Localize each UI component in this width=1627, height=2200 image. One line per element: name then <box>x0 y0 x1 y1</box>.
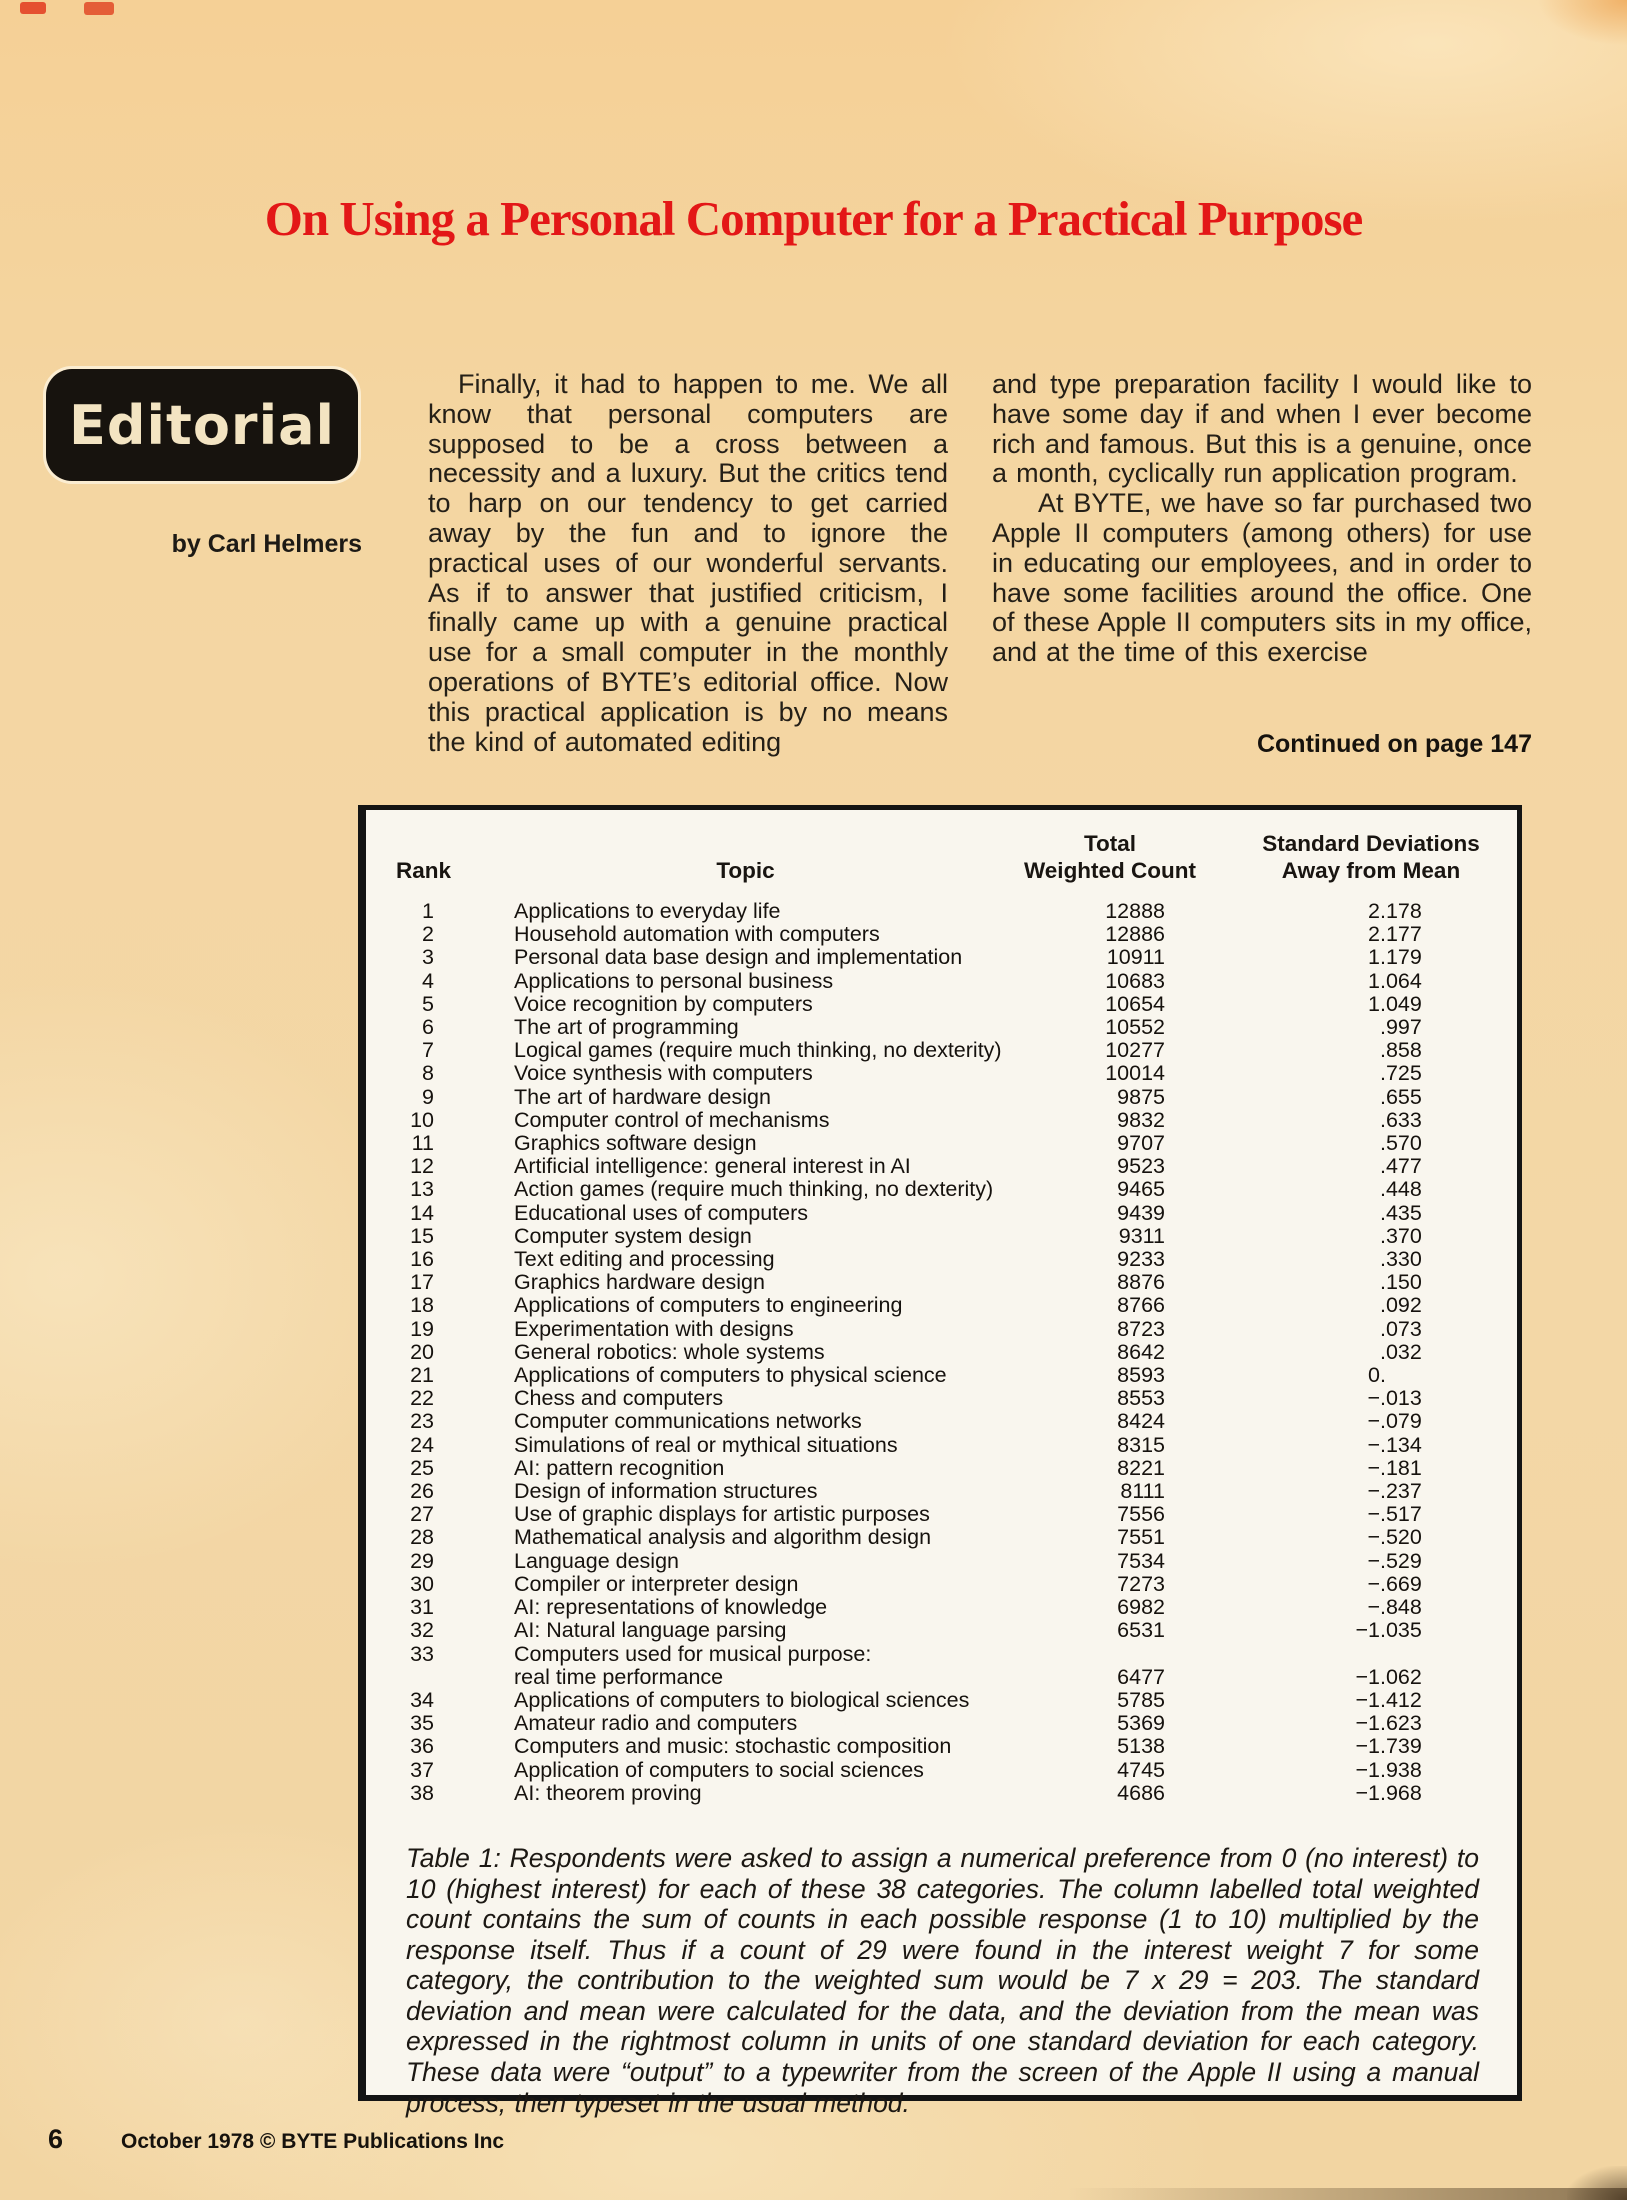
rank-cell: 17 <box>410 1270 434 1295</box>
table-row <box>366 1086 1517 1109</box>
rank-cell: 3 <box>422 945 434 970</box>
count-cell: 8723 <box>1117 1316 1165 1341</box>
sd-frac-cell: .938 <box>1380 1757 1422 1782</box>
rank-cell: 24 <box>410 1432 434 1457</box>
header-sd-line2: Away from Mean <box>1281 858 1461 883</box>
rank-cell: 22 <box>410 1386 434 1411</box>
topic-cell: AI: representations of knowledge <box>514 1595 828 1620</box>
rank-cell: 33 <box>410 1641 434 1666</box>
table-row <box>366 1619 1517 1642</box>
sd-int-cell <box>1165 1016 1380 1039</box>
table-row <box>366 1341 1517 1364</box>
sd-frac-cell: .181 <box>1380 1455 1422 1480</box>
sd-int-cell: 0 <box>1368 1363 1380 1388</box>
rank-cell: 23 <box>410 1409 434 1434</box>
table-caption: Table 1: Respondents were asked to assign a numerical preference from 0 (no interest) to 10 (highest interest) for each of these 38 categories. The column labelled total weighted count contains the sum of counts in each possible response (1 to 10) multiplied by the response itself. Thus if a count of 29 were found in the interest weight 7 for some category, the contribution to the weighted sum would be 7 x 29 = 203. The standard deviation and mean were calculated for the data, and the deviation from the mean was expressed in the rightmost column in units of one standard deviation for each category. These data were “output” to a typewriter from the screen of the Apple II using a manual process, then typeset in the usual method. <box>406 1842 1479 2118</box>
sd-frac-cell: .529 <box>1380 1548 1422 1573</box>
sd-frac-cell: .848 <box>1380 1595 1422 1620</box>
sd-int-cell: −1 <box>1355 1664 1380 1689</box>
count-cell: 8553 <box>1117 1386 1165 1411</box>
count-cell: 12886 <box>1105 922 1165 947</box>
count-cell: 10654 <box>1105 991 1165 1016</box>
sd-frac-cell: .062 <box>1380 1664 1422 1689</box>
sd-int-cell <box>1165 1178 1380 1201</box>
count-cell: 9465 <box>1117 1177 1165 1202</box>
sd-frac-cell: .330 <box>1380 1247 1422 1272</box>
count-cell: 9311 <box>1118 1223 1165 1248</box>
sd-frac-cell: .858 <box>1380 1038 1422 1063</box>
editorial-badge <box>46 369 358 481</box>
topic-cell: The art of programming <box>514 1015 739 1040</box>
table-row <box>366 1387 1517 1410</box>
rank-cell: 27 <box>410 1502 434 1527</box>
count-cell: 9875 <box>1117 1084 1165 1109</box>
rank-cell: 31 <box>410 1595 434 1620</box>
rank-cell: 11 <box>411 1131 434 1156</box>
table-row <box>366 1573 1517 1596</box>
count-cell: 8593 <box>1117 1363 1165 1388</box>
topic-cell: Graphics software design <box>514 1131 757 1156</box>
count-cell: 9832 <box>1117 1107 1165 1132</box>
sd-int-cell: 2 <box>1368 899 1380 923</box>
table-row <box>366 900 1517 923</box>
sd-int-cell: −1 <box>1355 1618 1380 1643</box>
rank-cell: 18 <box>410 1293 434 1318</box>
table-row <box>366 1248 1517 1271</box>
topic-cell: Action games (require much thinking, no dexterity) <box>514 1177 994 1202</box>
rank-cell: 38 <box>410 1780 434 1805</box>
count-cell: 10552 <box>1105 1015 1165 1040</box>
topic-cell: Voice recognition by computers <box>514 991 813 1016</box>
sd-int-cell <box>1165 1341 1380 1364</box>
topic-cell: Use of graphic displays for artistic purposes <box>514 1502 930 1527</box>
count-cell: 6531 <box>1117 1618 1165 1643</box>
count-cell: 6982 <box>1117 1595 1165 1620</box>
sd-int-cell: 2 <box>1368 922 1380 947</box>
sd-frac-cell: .570 <box>1380 1131 1422 1156</box>
count-cell: 9523 <box>1117 1154 1165 1179</box>
article-column-2 <box>992 370 1532 668</box>
scan-artifact-red-mark <box>20 2 46 14</box>
sd-frac-cell: .669 <box>1380 1571 1422 1596</box>
sd-frac-cell: .520 <box>1380 1525 1422 1550</box>
sd-frac-cell: .739 <box>1380 1734 1422 1759</box>
topic-cell: Computer system design <box>514 1223 752 1248</box>
header-sd-line1: Standard Deviations <box>1262 831 1480 856</box>
sd-int-cell: − <box>1367 1479 1380 1504</box>
rank-cell: 1 <box>422 899 434 923</box>
table-row <box>366 1550 1517 1573</box>
article-paragraph: Finally, it had to happen to me. We all know that personal computers are supposed to be a cross between a necessity and a luxury. But the critics tend to harp on our tendency to get carried away by the fun and to ignore the practical uses of our wonderful servants. As if to answer that justified criticism, I finally came up with a genuine practical use for a small computer in the monthly operations of BYTE’s editorial office. Now this practical application is by no means the kind of automated editing <box>428 369 948 757</box>
table-row <box>366 1712 1517 1735</box>
sd-frac-cell: .073 <box>1380 1316 1422 1341</box>
table-row <box>366 970 1517 993</box>
table-row <box>366 1643 1517 1666</box>
table-row <box>366 1735 1517 1758</box>
rank-cell: 20 <box>410 1339 434 1364</box>
sd-frac-cell: .134 <box>1380 1432 1422 1457</box>
sd-frac-cell: . <box>1380 1363 1386 1388</box>
count-cell: 5138 <box>1117 1734 1165 1759</box>
rank-cell: 16 <box>410 1247 434 1272</box>
rank-cell: 36 <box>410 1734 434 1759</box>
rank-cell: 5 <box>422 991 434 1016</box>
sd-int-cell: − <box>1367 1595 1380 1620</box>
count-cell: 8315 <box>1117 1432 1165 1457</box>
rank-cell: 13 <box>410 1177 434 1202</box>
sd-frac-cell <box>1380 1643 1517 1666</box>
topic-cell: Compiler or interpreter design <box>514 1571 799 1596</box>
rank-cell: 9 <box>422 1084 434 1109</box>
sd-int-cell: − <box>1367 1525 1380 1550</box>
table-row <box>366 1782 1517 1805</box>
sd-int-cell <box>1165 1039 1380 1062</box>
rank-cell: 21 <box>410 1363 434 1388</box>
rank-cell: 30 <box>410 1571 434 1596</box>
topic-cell: Voice synthesis with computers <box>514 1061 813 1086</box>
topic-cell: Artificial intelligence: general interest in AI <box>514 1154 911 1179</box>
table-row <box>366 946 1517 969</box>
sd-int-cell: − <box>1367 1455 1380 1480</box>
table-header <box>366 830 1517 884</box>
count-cell: 5785 <box>1117 1687 1165 1712</box>
topic-cell: Computer control of mechanisms <box>514 1107 830 1132</box>
sd-int-cell: − <box>1367 1409 1380 1434</box>
topic-cell: Personal data base design and implementation <box>514 945 963 970</box>
topic-cell: Language design <box>514 1548 679 1573</box>
page-title: On Using a Personal Computer for a Practical Purpose <box>264 191 1363 246</box>
sd-int-cell <box>1165 1643 1380 1666</box>
table-row <box>366 1225 1517 1248</box>
sd-int-cell: −1 <box>1355 1711 1380 1736</box>
table-row <box>366 1178 1517 1201</box>
sd-frac-cell: .412 <box>1380 1687 1422 1712</box>
sd-frac-cell: .655 <box>1380 1084 1422 1109</box>
table-row <box>366 1155 1517 1178</box>
rank-cell: 7 <box>422 1038 434 1063</box>
table-row <box>366 1132 1517 1155</box>
sd-frac-cell: .178 <box>1380 899 1422 923</box>
topic-cell: Chess and computers <box>514 1386 724 1411</box>
topic-cell: Applications of computers to biological sciences <box>514 1687 970 1712</box>
count-cell: 8642 <box>1117 1339 1165 1364</box>
rank-cell: 6 <box>422 1015 434 1040</box>
rank-cell: 37 <box>410 1757 434 1782</box>
sd-frac-cell: .035 <box>1380 1618 1422 1643</box>
topic-cell: Text editing and processing <box>514 1247 775 1272</box>
rank-cell: 35 <box>410 1711 434 1736</box>
rank-cell: 10 <box>410 1107 434 1132</box>
table-row <box>366 1410 1517 1433</box>
sd-frac-cell: .968 <box>1380 1780 1422 1805</box>
topic-cell: Applications of computers to physical science <box>514 1363 947 1388</box>
table-row <box>366 1666 1517 1689</box>
topic-cell: Computers and music: stochastic composition <box>514 1734 952 1759</box>
sd-frac-cell: .448 <box>1380 1177 1422 1202</box>
count-cell: 10683 <box>1105 968 1165 993</box>
sd-int-cell <box>1165 1318 1380 1341</box>
sd-frac-cell: .997 <box>1380 1015 1422 1040</box>
byline: by Carl Helmers <box>171 530 362 558</box>
rank-cell: 26 <box>410 1479 434 1504</box>
topic-cell: Educational uses of computers <box>514 1200 808 1225</box>
topic-cell: Design of information structures <box>514 1479 818 1504</box>
sd-int-cell <box>1165 1086 1380 1109</box>
article-paragraph: and type preparation facility I would like to have some day if and when I ever become rich and famous. But this is a genuine, once a month, cyclically run application program. <box>992 369 1532 489</box>
rank-cell: 2 <box>422 922 434 947</box>
table-row <box>366 1271 1517 1294</box>
header-total-weighted-count <box>995 830 1225 884</box>
page-footer <box>48 2124 504 2155</box>
sd-frac-cell: .079 <box>1380 1409 1422 1434</box>
topic-cell: General robotics: whole systems <box>514 1339 825 1364</box>
topic-cell: Experimentation with designs <box>514 1316 794 1341</box>
sd-int-cell: −1 <box>1355 1734 1380 1759</box>
page-number: 6 <box>48 2124 64 2154</box>
count-cell: 6477 <box>1117 1664 1165 1689</box>
rank-cell: 29 <box>410 1548 434 1573</box>
table-row <box>366 1457 1517 1480</box>
count-cell: 7551 <box>1117 1525 1165 1550</box>
sd-frac-cell: .064 <box>1380 968 1422 993</box>
sd-frac-cell: .435 <box>1380 1200 1422 1225</box>
count-cell: 9439 <box>1117 1200 1165 1225</box>
rank-cell: 28 <box>410 1525 434 1550</box>
table-row <box>366 923 1517 946</box>
topic-cell: AI: Natural language parsing <box>514 1618 787 1643</box>
sd-int-cell: − <box>1367 1432 1380 1457</box>
topic-cell: Amateur radio and computers <box>514 1711 798 1736</box>
sd-frac-cell: .150 <box>1380 1270 1422 1295</box>
sd-int-cell <box>1165 1202 1380 1225</box>
topic-cell: Applications to everyday life <box>514 899 781 923</box>
topic-cell: AI: theorem proving <box>514 1780 702 1805</box>
count-cell: 8766 <box>1117 1293 1165 1318</box>
topic-cell: Computer communications networks <box>514 1409 862 1434</box>
sd-frac-cell: .370 <box>1380 1223 1422 1248</box>
sd-int-cell <box>1165 1294 1380 1317</box>
sd-frac-cell: .517 <box>1380 1502 1422 1527</box>
count-cell: 8111 <box>1120 1479 1165 1504</box>
rank-cell: 34 <box>410 1687 434 1712</box>
topic-cell: Simulations of real or mythical situations <box>514 1432 898 1457</box>
scan-artifact-bottom-edge <box>1067 2188 1627 2200</box>
sd-int-cell: 1 <box>1368 991 1380 1016</box>
sd-int-cell: 1 <box>1368 968 1380 993</box>
sd-frac-cell: .092 <box>1380 1293 1422 1318</box>
header-count-line2: Weighted Count <box>1023 858 1197 883</box>
count-cell: 10277 <box>1105 1038 1165 1063</box>
article-paragraph: At BYTE, we have so far purchased two Apple II computers (among others) for use in educating our employees, and in order to have some facilities around the office. One of these Apple II computers sits in my office, and at the time of this exercise <box>992 488 1532 668</box>
sd-int-cell <box>1165 1155 1380 1178</box>
rank-cell: 12 <box>410 1154 434 1179</box>
table-row <box>366 1109 1517 1132</box>
count-cell: 4686 <box>1117 1780 1165 1805</box>
count-cell: 5369 <box>1117 1711 1165 1736</box>
rank-cell: 19 <box>410 1316 434 1341</box>
topic-cell: Logical games (require much thinking, no dexterity) <box>514 1038 1002 1063</box>
table-row <box>366 1480 1517 1503</box>
rank-cell: 25 <box>410 1455 434 1480</box>
count-cell: 8424 <box>1117 1409 1165 1434</box>
rank-cell: 4 <box>422 968 434 993</box>
sd-frac-cell: .237 <box>1380 1479 1422 1504</box>
table-row <box>366 1503 1517 1526</box>
rank-cell: 15 <box>410 1223 434 1248</box>
table-1-box <box>358 805 1522 2118</box>
sd-int-cell <box>1165 1109 1380 1132</box>
header-count-line1: Total <box>1083 831 1137 856</box>
count-cell: 10911 <box>1106 945 1165 970</box>
table-row <box>366 1294 1517 1317</box>
sd-int-cell <box>1165 1271 1380 1294</box>
sd-frac-cell: .179 <box>1380 945 1422 970</box>
scan-artifact-red-mark <box>84 2 114 15</box>
table-row <box>366 1596 1517 1619</box>
table-row <box>366 993 1517 1016</box>
count-cell: 8876 <box>1117 1270 1165 1295</box>
count-cell: 7273 <box>1117 1571 1165 1596</box>
table-rows <box>366 900 1517 1805</box>
sd-int-cell: 1 <box>1368 945 1380 970</box>
topic-cell: Application of computers to social sciences <box>514 1757 924 1782</box>
article-column-1 <box>428 370 948 757</box>
topic-cell: Applications of computers to engineering <box>514 1293 903 1318</box>
rank-cell: 32 <box>410 1618 434 1643</box>
header-topic: Topic <box>716 858 775 883</box>
count-cell: 4745 <box>1117 1757 1165 1782</box>
sd-int-cell: − <box>1367 1571 1380 1596</box>
editorial-badge-label: Editorial <box>68 393 336 457</box>
topic-cell: real time performance <box>514 1664 724 1689</box>
sd-int-cell: −1 <box>1355 1780 1380 1805</box>
topic-cell: AI: pattern recognition <box>514 1455 725 1480</box>
sd-frac-cell: .725 <box>1380 1061 1422 1086</box>
count-cell: 12888 <box>1105 899 1165 923</box>
table-row <box>366 1689 1517 1712</box>
table-row <box>366 1759 1517 1782</box>
sd-int-cell: −1 <box>1355 1687 1380 1712</box>
sd-int-cell <box>1165 1248 1380 1271</box>
table-row <box>366 1202 1517 1225</box>
count-cell: 7556 <box>1117 1502 1165 1527</box>
count-cell: 10014 <box>1105 1061 1165 1086</box>
scan-artifact-bottom-corner <box>1567 2166 1627 2200</box>
sd-frac-cell: .633 <box>1380 1107 1422 1132</box>
continued-note: Continued on page 147 <box>1256 730 1532 758</box>
count-cell: 9707 <box>1117 1131 1165 1156</box>
topic-cell: Mathematical analysis and algorithm design <box>514 1525 932 1550</box>
sd-frac-cell: .049 <box>1380 991 1422 1016</box>
table-row <box>366 1318 1517 1341</box>
sd-frac-cell: .623 <box>1380 1711 1422 1736</box>
count-cell: 8221 <box>1117 1455 1165 1480</box>
sd-frac-cell: .177 <box>1380 922 1422 947</box>
topic-cell: Applications to personal business <box>514 968 834 993</box>
rank-cell: 14 <box>410 1200 434 1225</box>
sd-int-cell: − <box>1367 1386 1380 1411</box>
sd-int-cell: − <box>1367 1502 1380 1527</box>
header-standard-deviations <box>1225 830 1517 884</box>
table-row <box>366 1434 1517 1457</box>
sd-int-cell: − <box>1367 1548 1380 1573</box>
header-rank: Rank <box>396 858 452 883</box>
table-row <box>366 1364 1517 1387</box>
sd-int-cell: −1 <box>1355 1757 1380 1782</box>
table-row <box>366 1062 1517 1085</box>
sd-frac-cell: .013 <box>1380 1386 1422 1411</box>
table-row <box>366 1016 1517 1039</box>
table-row <box>366 1526 1517 1549</box>
topic-cell: Household automation with computers <box>514 922 880 947</box>
topic-cell: The art of hardware design <box>514 1084 771 1109</box>
sd-int-cell <box>1165 1062 1380 1085</box>
count-cell: 7534 <box>1117 1548 1165 1573</box>
sd-frac-cell: .477 <box>1380 1154 1422 1179</box>
count-cell <box>1045 1643 1165 1666</box>
rank-cell: 8 <box>422 1061 434 1086</box>
topic-cell: Computers used for musical purpose: <box>514 1641 872 1666</box>
sd-int-cell <box>1165 1225 1380 1248</box>
scan-artifact-corner-smudge <box>1537 0 1627 46</box>
rank-cell <box>366 1666 434 1689</box>
table-row <box>366 1039 1517 1062</box>
count-cell: 9233 <box>1117 1247 1165 1272</box>
topic-cell: Graphics hardware design <box>514 1270 765 1295</box>
sd-int-cell <box>1165 1132 1380 1155</box>
copyright-notice: October 1978 © BYTE Publications Inc <box>121 2130 505 2153</box>
sd-frac-cell: .032 <box>1380 1339 1422 1364</box>
